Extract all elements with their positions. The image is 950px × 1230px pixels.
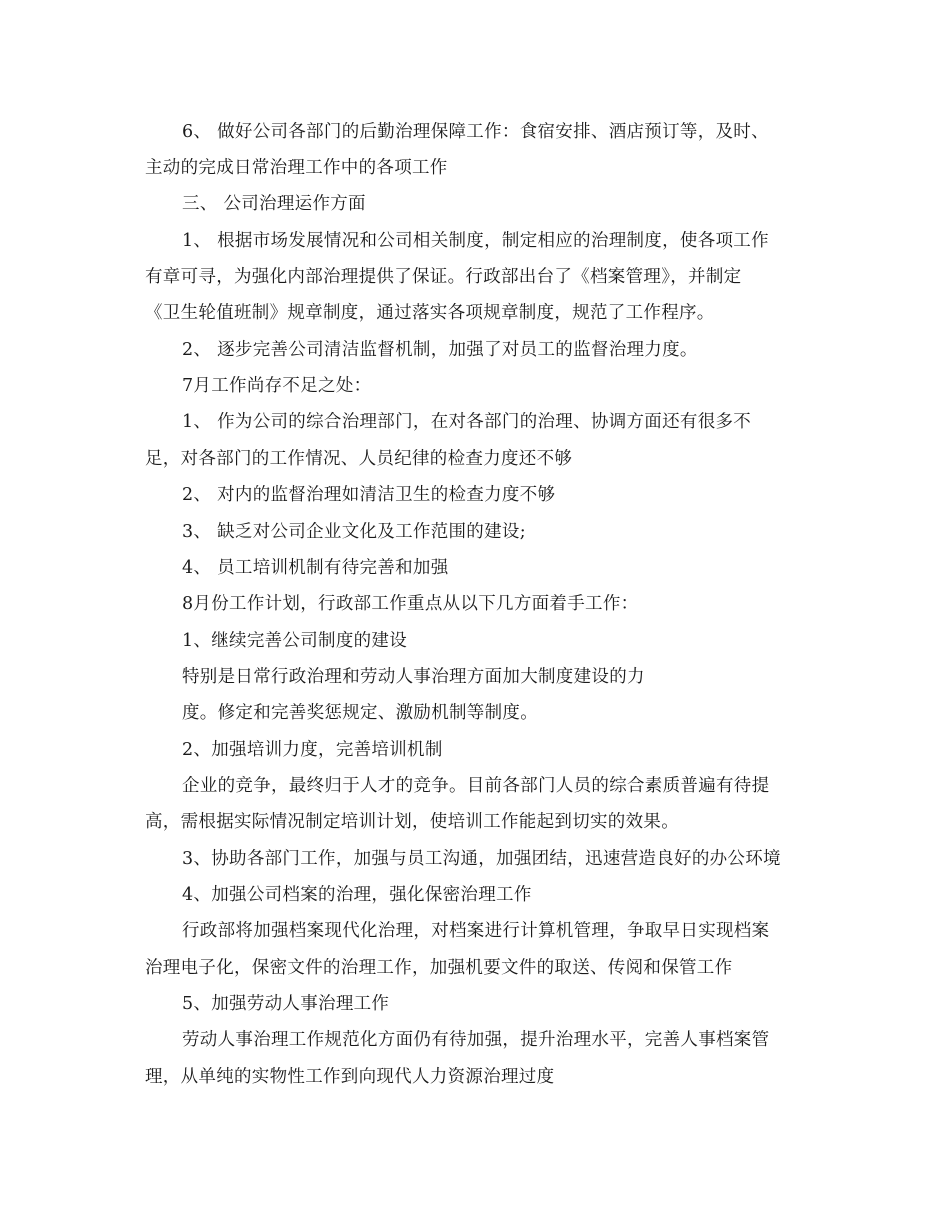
paragraph-line: 2、 逐步完善公司清洁监督机制，加强了对员工的监督治理力度。: [182, 340, 698, 360]
paragraph-line: 特别是日常行政治理和劳动人事治理方面加大制度建设的力: [182, 667, 645, 687]
subsection-heading: 5、加强劳动人事治理工作: [182, 994, 390, 1014]
paragraph-line: 1、 作为公司的综合治理部门，在对各部门的治理、协调方面还有很多不: [182, 412, 752, 432]
paragraph-line: 有章可寻，为强化内部治理提供了保证。行政部出台了《档案管理》，并制定: [145, 267, 742, 287]
paragraph-line: 3、 缺乏对公司企业文化及工作范围的建设;: [182, 522, 526, 542]
paragraph-line: 主动的完成日常治理工作中的各项工作: [145, 158, 448, 178]
paragraph-line: 足，对各部门的工作情况、人员纪律的检查力度还不够: [145, 449, 573, 469]
paragraph-line: 4、 员工培训机制有待完善和加强: [182, 558, 449, 578]
paragraph-line: 治理电子化，保密文件的治理工作，加强机要文件的取送、传阅和保管工作: [145, 958, 733, 978]
paragraph-line: 企业的竞争，最终归于人才的竞争。目前各部门人员的综合素质普遍有待提: [182, 776, 770, 796]
paragraph-line: 度。修定和完善奖惩规定、激励机制等制度。: [182, 703, 538, 723]
section-heading: 7月工作尚存不足之处：: [182, 376, 372, 396]
paragraph-line: 1、 根据市场发展情况和公司相关制度，制定相应的治理制度，使各项工作: [182, 231, 769, 251]
paragraph-line: 高，需根据实际情况制定培训计划，使培训工作能起到切实的效果。: [145, 812, 679, 832]
paragraph-line: 2、 对内的监督治理如清洁卫生的检查力度不够: [182, 485, 556, 505]
section-heading: 8月份工作计划，行政部工作重点从以下几方面着手工作：: [182, 594, 639, 614]
paragraph-line: 劳动人事治理工作规范化方面仍有待加强，提升治理水平，完善人事档案管: [182, 1030, 770, 1050]
subsection-heading: 2、加强培训力度，完善培训机制: [182, 740, 443, 760]
subsection-heading: 3、协助各部门工作，加强与员工沟通，加强团结，迅速营造良好的办公环境: [182, 849, 781, 869]
subsection-heading: 1、继续完善公司制度的建设: [182, 631, 408, 651]
paragraph-line: 理，从单纯的实物性工作到向现代人力资源治理过度: [145, 1067, 555, 1087]
paragraph-line: 《卫生轮值班制》规章制度，通过落实各项规章制度，规范了工作程序。: [145, 303, 715, 323]
paragraph-line: 6、 做好公司各部门的后勤治理保障工作：食宿安排、酒店预订等，及时、: [182, 122, 769, 142]
subsection-heading: 4、加强公司档案的治理，强化保密治理工作: [182, 885, 532, 905]
paragraph-line: 行政部将加强档案现代化治理，对档案进行计算机管理，争取早日实现档案: [182, 921, 770, 941]
section-heading: 三、 公司治理运作方面: [182, 194, 366, 214]
